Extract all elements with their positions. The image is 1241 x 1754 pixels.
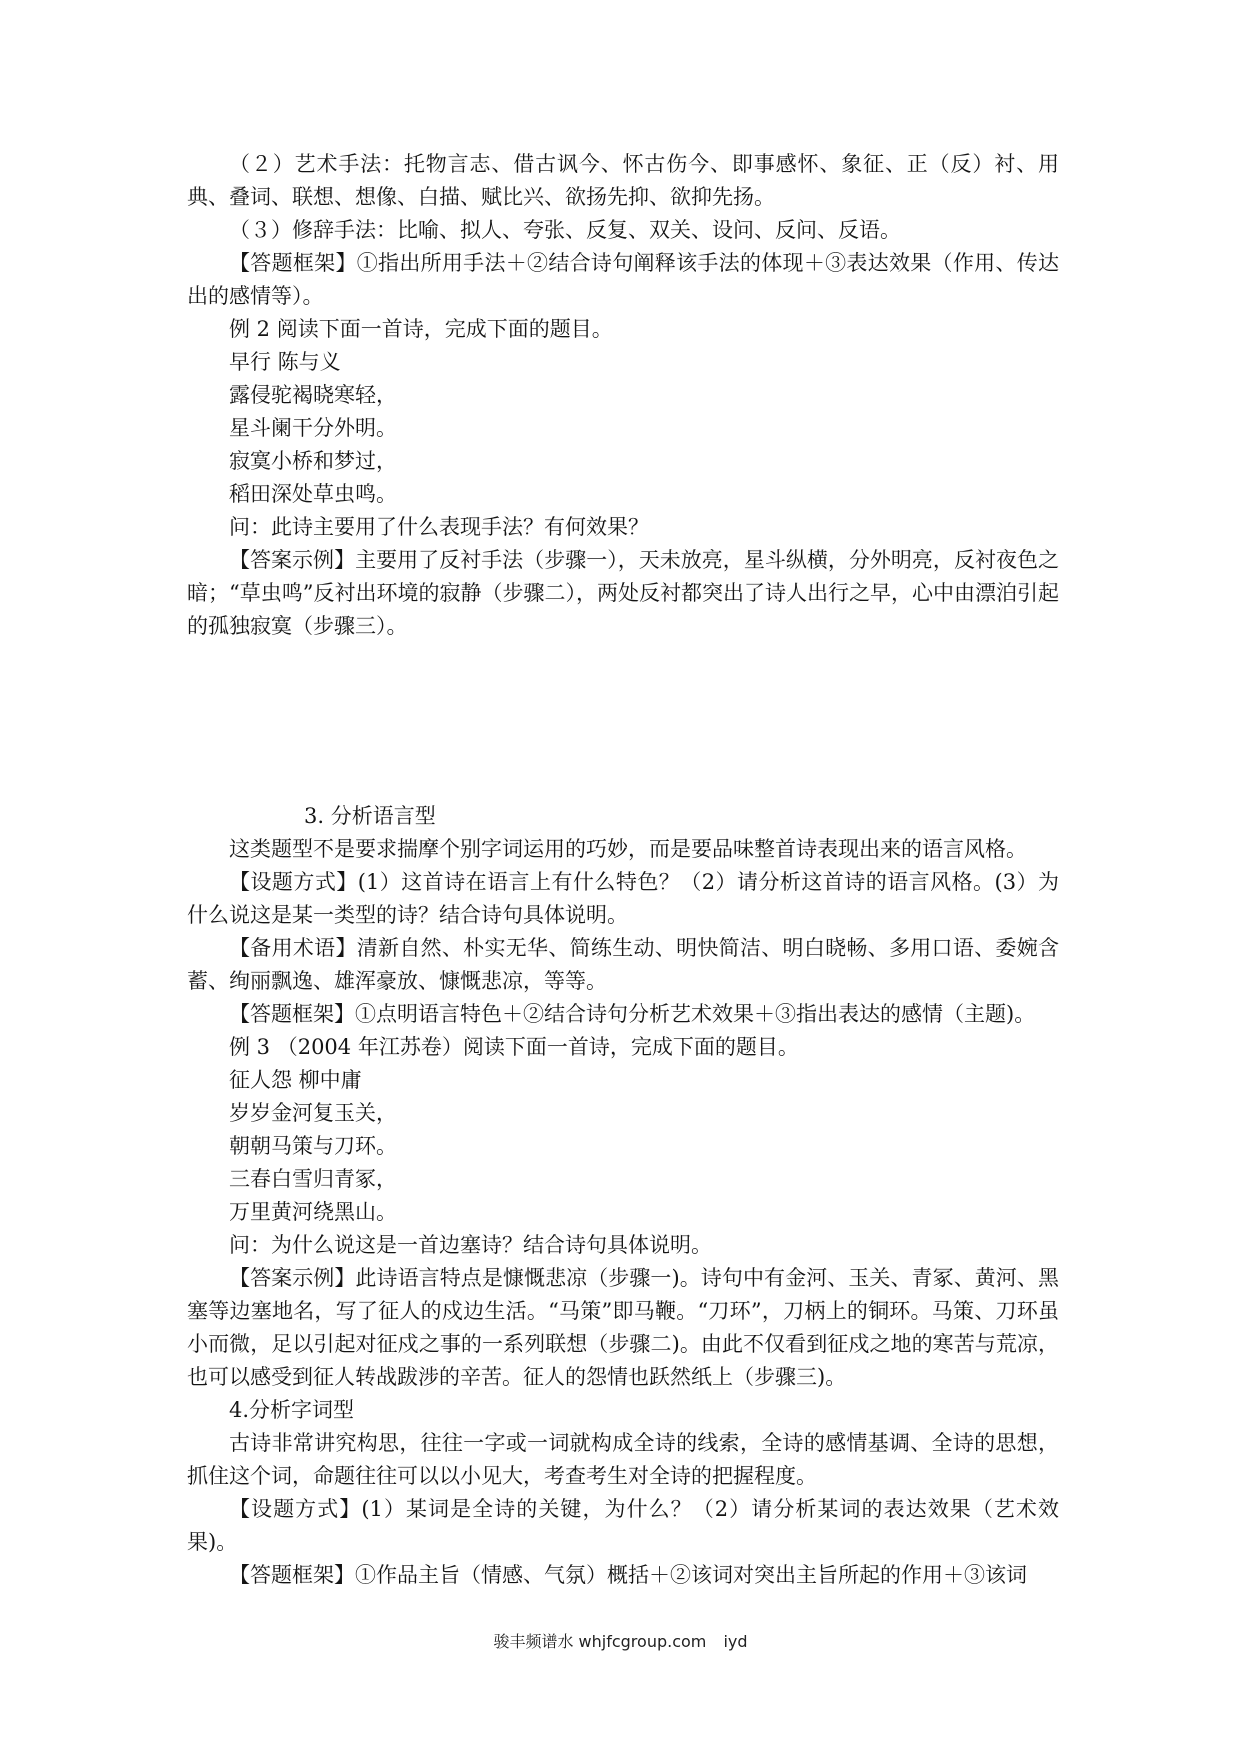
section-heading-words: 4.分析字词型	[229, 1398, 355, 1422]
section-language-analysis	[187, 800, 1059, 1592]
example-2-prompt: 例 2 阅读下面一首诗，完成下面的题目。	[229, 317, 613, 341]
paragraph-intro-words: 古诗非常讲究构思，往往一字或一词就构成全诗的线索，全诗的感情基调、全诗的思想，抓住这个词，命题往往可以以小见大，考查考生对全诗的把握程度。	[187, 1431, 1059, 1488]
section-heading-language: 3. 分析语言型	[304, 804, 436, 828]
paragraph-question-styles: 【设题方式】(1）某词是全诗的关键，为什么？（2）请分析某词的表达效果（艺术效果)。	[187, 1497, 1059, 1554]
poem-line: 三春白雪归青冢，	[229, 1167, 397, 1191]
poem-line: 星斗阑干分外明。	[229, 416, 397, 440]
poem-line: 万里黄河绕黑山。	[229, 1200, 397, 1224]
paragraph-artistic-methods: （２）艺术手法：托物言志、借古讽今、怀古伤今、即事感怀、象征、正（反）衬、用典、叠词、联想、想像、白描、赋比兴、欲扬先抑、欲抑先扬。	[187, 152, 1059, 209]
poem-line: 稻田深处草虫鸣。	[229, 482, 397, 506]
answer-example: 【答案示例】主要用了反衬手法（步骤一），天未放亮，星斗纵横，分外明亮，反衬夜色之暗；“草虫鸣”反衬出环境的寂静（步骤二），两处反衬都突出了诗人出行之早，心中由漂泊引起的孤独寂寞（步骤三）。	[187, 548, 1059, 638]
paragraph-question-styles: 【设题方式】(1）这首诗在语言上有什么特色？（2）请分析这首诗的语言风格。(3）为什么说这是某一类型的诗？结合诗句具体说明。	[187, 870, 1059, 927]
paragraph-intro: 这类题型不是要求揣摩个别字词运用的巧妙，而是要品味整首诗表现出来的语言风格。	[229, 837, 1027, 861]
paragraph-terms: 【备用术语】清新自然、朴实无华、简练生动、明快简洁、明白晓畅、多用口语、委婉含蓄、绚丽飘逸、雄浑豪放、慷慨悲凉，等等。	[187, 936, 1059, 993]
paragraph-answer-framework: 【答题框架】①作品主旨（情感、气氛）概括＋②该词对突出主旨所起的作用＋③该词	[229, 1563, 1027, 1587]
poem-line: 岁岁金河复玉关，	[229, 1101, 397, 1125]
section-artistic-techniques	[187, 148, 1059, 643]
footer-watermark-text: 骏丰频谱水 whjfcgroup.com	[493, 1632, 707, 1651]
question-text: 问：此诗主要用了什么表现手法？有何效果？	[229, 515, 649, 539]
paragraph-rhetoric-methods: （３）修辞手法：比喻、拟人、夸张、反复、双关、设问、反问、反语。	[229, 218, 901, 242]
poem-line: 朝朝马策与刀环。	[229, 1134, 397, 1158]
poem-line: 露侵驼褐晓寒轻，	[229, 383, 397, 407]
poem-title-zaoxing: 早行 陈与义	[229, 350, 341, 374]
poem-line: 寂寞小桥和梦过，	[229, 449, 397, 473]
paragraph-answer-framework: 【答题框架】①点明语言特色＋②结合诗句分析艺术效果＋③指出表达的感情（主题)。	[229, 1002, 1036, 1026]
poem-title-zhengrenyuan: 征人怨 柳中庸	[229, 1068, 362, 1092]
example-3-prompt: 例 3 （2004 年江苏卷）阅读下面一首诗，完成下面的题目。	[229, 1035, 799, 1059]
blank-gap	[187, 643, 1059, 800]
document-body	[187, 148, 1059, 1592]
question-text: 问：为什么说这是一首边塞诗？结合诗句具体说明。	[229, 1233, 712, 1257]
answer-example: 【答案示例】此诗语言特点是慷慨悲凉（步骤一)。诗句中有金河、玉关、青冢、黄河、黑塞等边塞地名，写了征人的戍边生活。“马策”即马鞭。“刀环”，刀柄上的铜环。马策、刀环虽小而微，足以引起对征戍之事的一系列联想（步骤二)。由此不仅看到征戍之地的寒苦与荒凉，也可以感受到征人转战跋涉的辛苦。征人的怨情也跃然纸上（步骤三)。	[187, 1266, 1059, 1389]
page-footer	[0, 1632, 1241, 1652]
paragraph-answer-framework: 【答题框架】①指出所用手法＋②结合诗句阐释该手法的体现＋③表达效果（作用、传达出的感情等）。	[187, 251, 1059, 308]
footer-code: iyd	[723, 1632, 748, 1651]
